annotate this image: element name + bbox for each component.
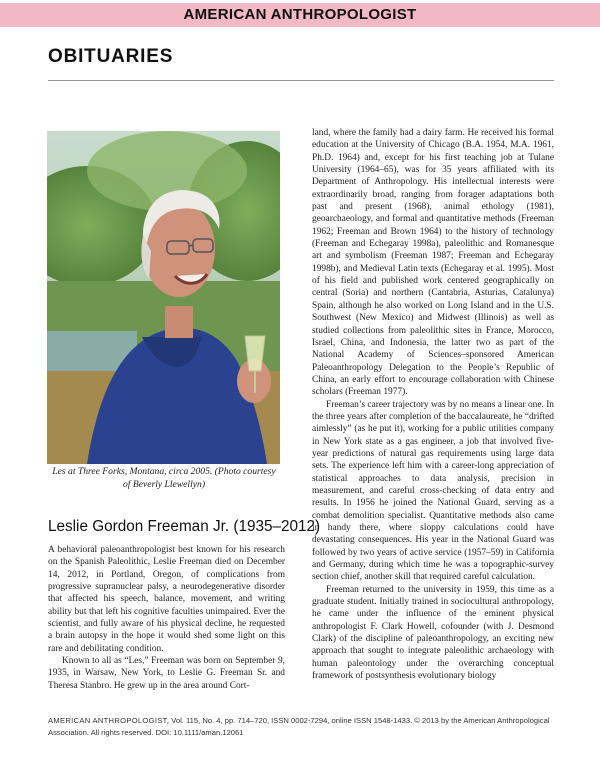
left-column-text [48,544,285,692]
photo-caption: Les at Three Forks, Montana, circa 2005. (Photo courtesy of Beverly Llewellyn) [52,466,276,490]
portrait-illustration [47,131,280,464]
paragraph: A behavioral paleoanthropologist best known for his research on the Spanish Paleolithic, Leslie Freeman died on December 14, 2012, in Portland, Oregon, of complications from progressive supranuclear palsy, a neurodegenerative disorder that affected his speech, balance, movement, and writing ability but that left his cognitive faculties unimpaired. Ever the scientist, and fully aware of his physical decline, he requested a brain autopsy in the hope it would shed some light on this rare and debilitating condition. [48,545,285,654]
section-divider [48,80,554,81]
neck [165,306,193,338]
citation-footer [48,715,558,738]
section-title: OBITUARIES [48,46,174,67]
paragraph: land, where the family had a dairy farm. He received his formal education at the University of Chicago (B.A. 1954, M.A. 1961, Ph.D. 1964) and, except for his first teaching job at Tulane University (1964–65), was for 35 years affiliated with its Department of Anthropology. His intellectual interests were extraordinarily broad, ranging from forager adaptations both past and present (1968), animal ethology (1981), geoarchaeology, and formal and quantitative methods (Freeman 1962; Freeman and Brown 1964) to the history of technology (Freeman and Echegaray 1998a), paleolithic and Romanesque art and symbolism (Freeman 1987; Freeman and Echegaray 1998b), and Medieval Latin texts (Echegaray et al. 1995). Most of his field and published work centered geographically on central (Soria) and northern (Cantabria, Asturias, Catalunya) Spain, although he also worked on Long Island and in the U.S. Southwest (New Mexico) and Midwest (Illinois) as well as studied collections from paleolithic sites in France, Morocco, Israel, China, and Indonesia, the latter two as part of the National Academy of Sciences–sponsored American Paleoanthropology Delegation to the People’s Republic of China, an early effort to encourage collaboration with Chinese scholars (Freeman 1977). [312,128,554,398]
footer-journal-name: AMERICAN ANTHROPOLOGIST, [48,716,170,725]
wine-glass [245,336,265,371]
paragraph: Freeman returned to the university in 1959, this time as a graduate student. Initially trained in sociocultural anthropology, he came under the influence of the eminent physical anthropologist F. Clark Howell, cofounder (with J. Desmond Clark) of the discipline of paleoanthropology, an exciting new approach that sought to integrate paleolithic archaeology with human paleontology under the overarching conceptual framework of postsynthesis evolutionary biology [312,584,554,682]
footer-citation: Vol. 115, No. 4, pp. 714–720, ISSN 0002-7294, online ISSN 1548-1433. © 2013 by the American Anthropological Association. All rights reserved. DOI: 10.1111/aman.12061 [48,716,550,737]
paragraph: Freeman’s career trajectory was by no means a linear one. In the three years after completion of the baccalaureate, he “drifted aimlessly” (as he put it), working for a public utilities company in New York state as a gas engineer, a job that involved five-year predictions of natural gas requirements using large data sets. The experience left him with a career-long appreciation of statistical approaches to data analysis, precision in measurement, and careful cross-checking of data entry and results. In 1956 he joined the National Guard, serving as a combat demolition specialist. Quantitative methods also came in handy there, where sloppy calculations could have devastating consequences. His year in the National Guard was followed by two years of active service (1957–59) in California and Germany, during which time he was a topographic-survey section chief, another skill that required careful calculation. [312,399,554,583]
right-column-text [312,127,554,682]
journal-banner: AMERICAN ANTHROPOLOGIST [0,3,600,27]
paragraph: Known to all as “Les,” Freeman was born on September 9, 1935, in Warsaw, New York, to Leslie G. Freeman Sr. and Theresa Stanbro. He grew up in the area around Cort- [48,656,285,691]
obituary-title: Leslie Gordon Freeman Jr. (1935–2012) [48,518,321,535]
portrait-photo [47,131,280,464]
